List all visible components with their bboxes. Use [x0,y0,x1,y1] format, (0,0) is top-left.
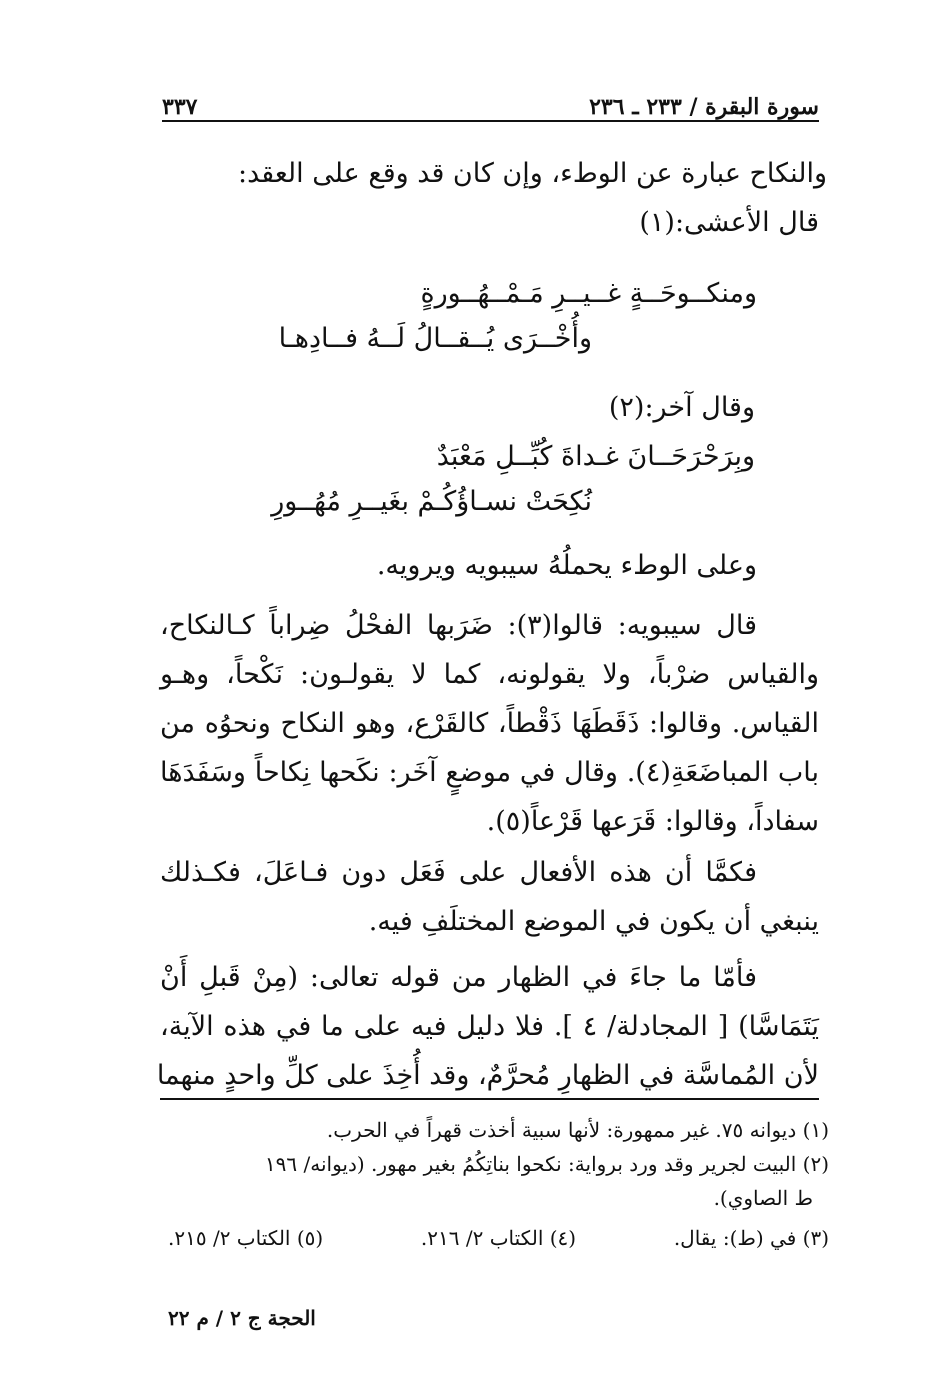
footnote: (٥) الكتاب ٢/ ٢١٥. [168,1226,324,1250]
footnote: ط الصاوي). [713,1186,813,1210]
page-number: ٣٣٧ [162,94,198,120]
body-line: فكمَّا أن هذه الأفعال على فَعَل دون فـاعَلَ، فكـذلك [160,857,757,888]
body-line: والقياس ضرْباً، ولا يقولونه، كما لا يقولـون: نَكْحاً، وهـو [160,659,819,690]
footnote: (٤) الكتاب ٢/ ٢١٦. [420,1226,577,1250]
footnote: (١) ديوانه ٧٥. غير ممهورة: لأنها سبية أخذت قهراً في الحرب. [326,1118,829,1142]
body-line: قال سيبويه: قالوا(٣): ضَرَبها الفحْلُ ضِراباً كـالنكاح، [160,610,757,641]
body-line: فأمّا ما جاءَ في الظهار من قوله تعالى: (مِنْ قَبلِ أَنْ [160,962,757,993]
body-line: يَتَمَاسَّا) [ المجادلة/ ٤ ]. فلا دليل فيه على ما في هذه الآية، [160,1011,819,1042]
body-line: القياس. وقالوا: ذَقَطَهَا ذَقْطاً، كالقَرْع، وهو النكاح ونحوُه من [160,708,819,739]
running-header [162,86,819,122]
verse-line: نُكِحَتْ نسـاؤُكُـمْ بغَيــرِ مُهُــورِ [271,486,592,517]
body-line: وقال آخر:(٢) [608,392,755,423]
body-line: والنكاح عبارة عن الوطء، وإن كان قد وقع على العقد: [237,158,827,189]
verse-line: وأُخْــرَى يُــقــالُ لَــهُ فــادِهـا [278,323,592,354]
body-line: قال الأعشى:(١) [639,207,819,238]
footnote: (٣) في (ط): يقال. [673,1226,829,1250]
footnote: (٢) البيت لجرير وقد ورد برواية: نكحوا بناتِكُمُ بغير مهور. (ديوانه/ ١٩٦ [264,1152,829,1176]
body-line: سفاداً، وقالوا: قَرَعها قَرْعاً(٥). [486,806,819,837]
running-title: سورة البقرة / ٢٣٣ ـ ٢٣٦ [589,94,819,120]
body-line: لأن المُماسَّة في الظهارِ مُحرَّمٌ، وقد أُخِذَ على كلِّ واحدٍ منهما [160,1060,819,1100]
footnote-row [168,1226,829,1250]
verse-line: ومنكــوحَــةٍ غــيــرِ مَـمْــهُــورةٍ [420,278,757,309]
signature-mark: الحجة ج ٢ / م ٢٢ [168,1306,316,1330]
verse-line: وبِرَحْرَحَــانَ غـداةَ كُبِّــلِ مَعْبَدٌ [436,441,755,472]
body-line: وعلى الوطء يحملُهُ سيبويه ويرويه. [376,550,757,581]
body-line: باب المباضَعَةِ(٤). وقال في موضعٍ آخَر: نكَحها نِكاحاً وسَفَدَهَا [160,757,819,788]
body-line: ينبغي أن يكون في الموضع المختلَفِ فيه. [368,906,819,937]
